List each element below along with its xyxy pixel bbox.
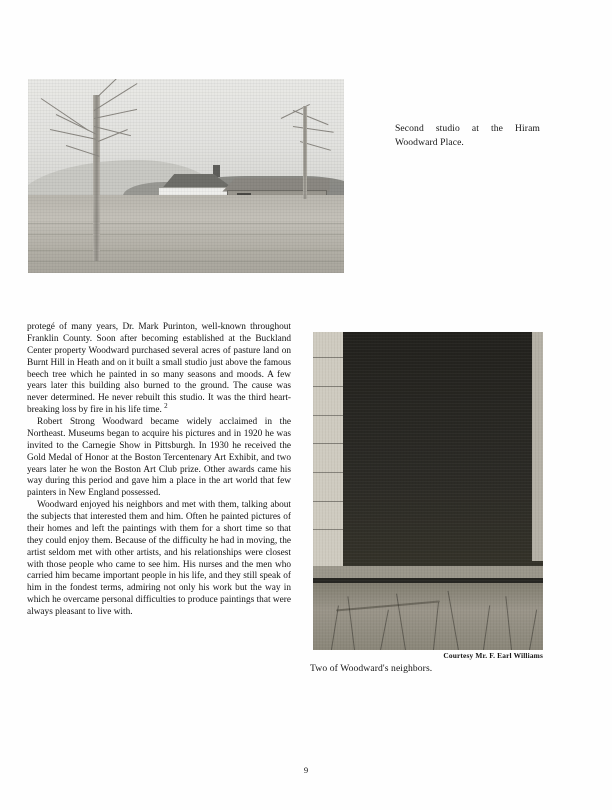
photo-clapboard-wall-left [313, 332, 343, 567]
photo-wooden-step [313, 566, 543, 579]
neighbors-photograph [313, 332, 543, 650]
footnote-marker: 2 [164, 402, 168, 411]
photo-wall-board [313, 529, 343, 530]
photo-wall-board [313, 386, 343, 387]
photo-wall-board [313, 415, 343, 416]
photo-wall-right [532, 332, 544, 561]
photo-wall-board [313, 443, 343, 444]
photo-right-tree-trunk [303, 106, 307, 199]
paragraph-3: Woodward enjoyed his neighbors and met with them, talking about the subjects that interested them and him. Often he painted pictures of their homes and left the paintings with them for a short time so that they could enjoy them. Because of the difficulty he had in moving, the artist seldom met with other artists, and his relationships were closest with those people who came to see him. His nurses and the men who carried him became important people in his life, and they still speak of him in the fondest terms, admiring not only his work but the way in which he overcame personal difficulties to produce paintings that were always pleasant to live with. [27, 500, 291, 617]
photo-wall-board [313, 501, 343, 502]
paragraph-1-text: protegé of many years, Dr. Mark Purinton, well-known throughout Franklin County. Soon after becoming established at the Buckland Center property Woodward purchased several acres of pasture land on Burnt Hill in Heath and on it built a small studio just above the famous beech tree which he painted in so many seasons and moods. A few years later this building also burned to the ground. The cause was never determined. He never rebuilt this studio. It was the third heart-breaking loss by fire in his life time. [27, 322, 291, 416]
neighbors-photo-caption: Two of Woodward's neighbors. [310, 663, 433, 674]
photo-field-line-3 [28, 250, 344, 251]
photo-field-line-2 [28, 234, 344, 235]
photo-foreground-tree-trunk [93, 95, 101, 262]
photo-field-line-1 [28, 223, 344, 224]
photo-dark-doorway [313, 332, 543, 567]
paragraph-1 [27, 322, 291, 417]
photo-wall-board [313, 357, 343, 358]
page-number: 9 [303, 765, 309, 775]
neighbors-photo-credit: Courtesy Mr. F. Earl Williams [443, 651, 543, 660]
paragraph-2: Robert Strong Woodward became widely acclaimed in the Northeast. Museums began to acquire his pictures and in 1920 he was invited to the Carnegie Show in Pittsburgh. In 1930 he received the Gold Medal of Honor at the Boston Tercentenary Art Exhibit, and two years later he won the Boston Art Club prize. Other awards came his way during this period and gave him a place in the art world that few painters in New England possessed. [27, 417, 291, 499]
body-text-column [27, 322, 291, 619]
photo-field-line-4 [28, 261, 344, 262]
studio-photograph [28, 79, 344, 273]
photo-wall-board [313, 472, 343, 473]
studio-photo-caption: Second studio at the Hiram Woodward Place. [395, 123, 540, 148]
